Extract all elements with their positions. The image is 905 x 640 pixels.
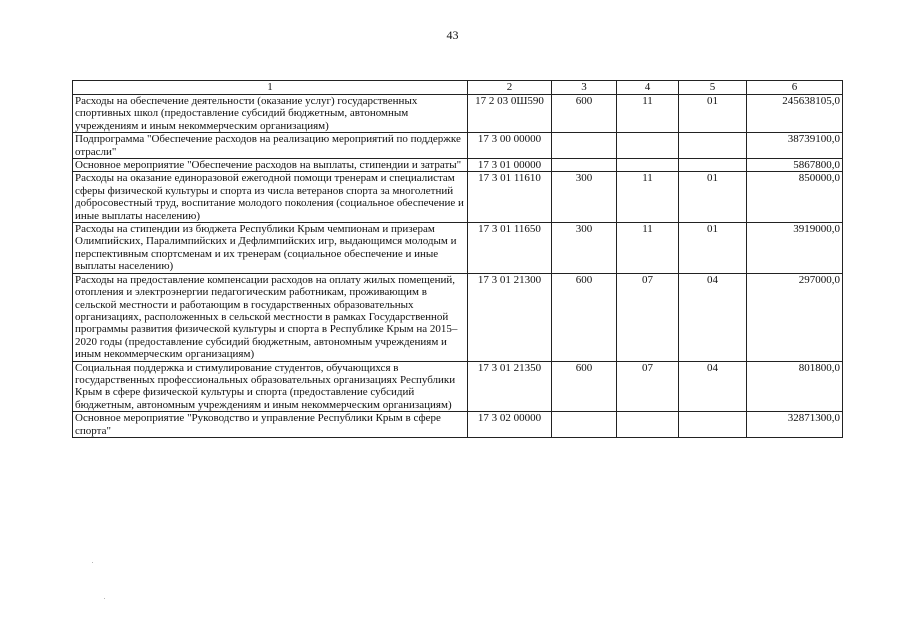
table-row [73, 159, 843, 172]
table-row [73, 172, 843, 223]
row-code: 17 3 02 00000 [468, 412, 552, 438]
row-name: Расходы на оказание единоразовой ежегодной помощи тренерам и специалистам сферы физической культуры и спорта из числа ветеранов спорта за многолетний добросовестный труд, воспитание молодого поколения (социальное обеспечение и иные выплаты населению) [73, 172, 468, 223]
row-col4 [617, 412, 679, 438]
row-amount: 245638105,0 [747, 95, 843, 133]
row-code: 17 3 01 11650 [468, 223, 552, 274]
row-amount: 32871300,0 [747, 412, 843, 438]
row-code: 17 3 01 21300 [468, 273, 552, 361]
row-col5 [679, 412, 747, 438]
row-col4: 11 [617, 172, 679, 223]
row-amount: 3919000,0 [747, 223, 843, 274]
column-header-2: 2 [468, 81, 552, 95]
row-col4: 11 [617, 95, 679, 133]
row-name: Расходы на предоставление компенсации расходов на оплату жилых помещений, отопления и электроэнергии педагогическим работникам, проживающим в сельской местности и работающим в государственных образовательных организациях, расположенных в сельской местности в рамках Государственной программы развития физической культуры и спорта в Республике Крым на 2015–2020 годы (предоставление субсидий бюджетным, автономным учреждениям и иным некоммерческим организациям) [73, 273, 468, 361]
column-header-1: 1 [73, 81, 468, 95]
row-col3 [552, 133, 617, 159]
row-name: Социальная поддержка и стимулирование студентов, обучающихся в государственных профессиональных образовательных организациях Республики Крым в сфере физической культуры и спорта (предоставление субсидий бюджетным, автономным учреждениям и иным некоммерческим организациям) [73, 361, 468, 412]
row-code: 17 3 01 21350 [468, 361, 552, 412]
row-col3: 300 [552, 172, 617, 223]
table-row [73, 95, 843, 133]
row-col3: 600 [552, 361, 617, 412]
row-code: 17 3 01 00000 [468, 159, 552, 172]
row-col4: 07 [617, 361, 679, 412]
row-col5: 01 [679, 223, 747, 274]
row-col3: 600 [552, 95, 617, 133]
row-name: Расходы на обеспечение деятельности (оказание услуг) государственных спортивных школ (предоставление субсидий бюджетным, автономным учреждениям и иным некоммерческим организациям) [73, 95, 468, 133]
row-code: 17 3 01 11610 [468, 172, 552, 223]
page-number: 43 [446, 28, 459, 42]
table-header-row [73, 81, 843, 95]
row-code: 17 2 03 0Ш590 [468, 95, 552, 133]
row-amount: 801800,0 [747, 361, 843, 412]
budget-table [72, 80, 843, 438]
row-col3 [552, 412, 617, 438]
row-name: Основное мероприятие "Руководство и управление Республики Крым в сфере спорта" [73, 412, 468, 438]
column-header-5: 5 [679, 81, 747, 95]
row-col5 [679, 159, 747, 172]
row-col4 [617, 133, 679, 159]
table-row [73, 361, 843, 412]
row-code: 17 3 00 00000 [468, 133, 552, 159]
table-row [73, 412, 843, 438]
row-col3: 600 [552, 273, 617, 361]
row-col5: 01 [679, 172, 747, 223]
column-header-3: 3 [552, 81, 617, 95]
column-header-6: 6 [747, 81, 843, 95]
table-row [73, 273, 843, 361]
row-col5: 04 [679, 273, 747, 361]
row-col5 [679, 133, 747, 159]
scan-speck [104, 598, 105, 599]
row-name: Расходы на стипендии из бюджета Республики Крым чемпионам и призерам Олимпийских, Паралимпийских и Дефлимпийских игр, выдающимся молодым и перспективным спортсменам и их тренерам (социальное обеспечение и иные выплаты населению) [73, 223, 468, 274]
row-name: Подпрограмма "Обеспечение расходов на реализацию мероприятий по поддержке отрасли" [73, 133, 468, 159]
column-header-4: 4 [617, 81, 679, 95]
row-col3 [552, 159, 617, 172]
table-row [73, 133, 843, 159]
row-col3: 300 [552, 223, 617, 274]
row-name: Основное мероприятие "Обеспечение расходов на выплаты, стипендии и затраты" [73, 159, 468, 172]
row-col5: 04 [679, 361, 747, 412]
row-col4: 11 [617, 223, 679, 274]
row-amount: 5867800,0 [747, 159, 843, 172]
row-col5: 01 [679, 95, 747, 133]
table-row [73, 223, 843, 274]
row-amount: 850000,0 [747, 172, 843, 223]
row-col4: 07 [617, 273, 679, 361]
row-col4 [617, 159, 679, 172]
scan-speck [92, 562, 93, 563]
row-amount: 297000,0 [747, 273, 843, 361]
row-amount: 38739100,0 [747, 133, 843, 159]
